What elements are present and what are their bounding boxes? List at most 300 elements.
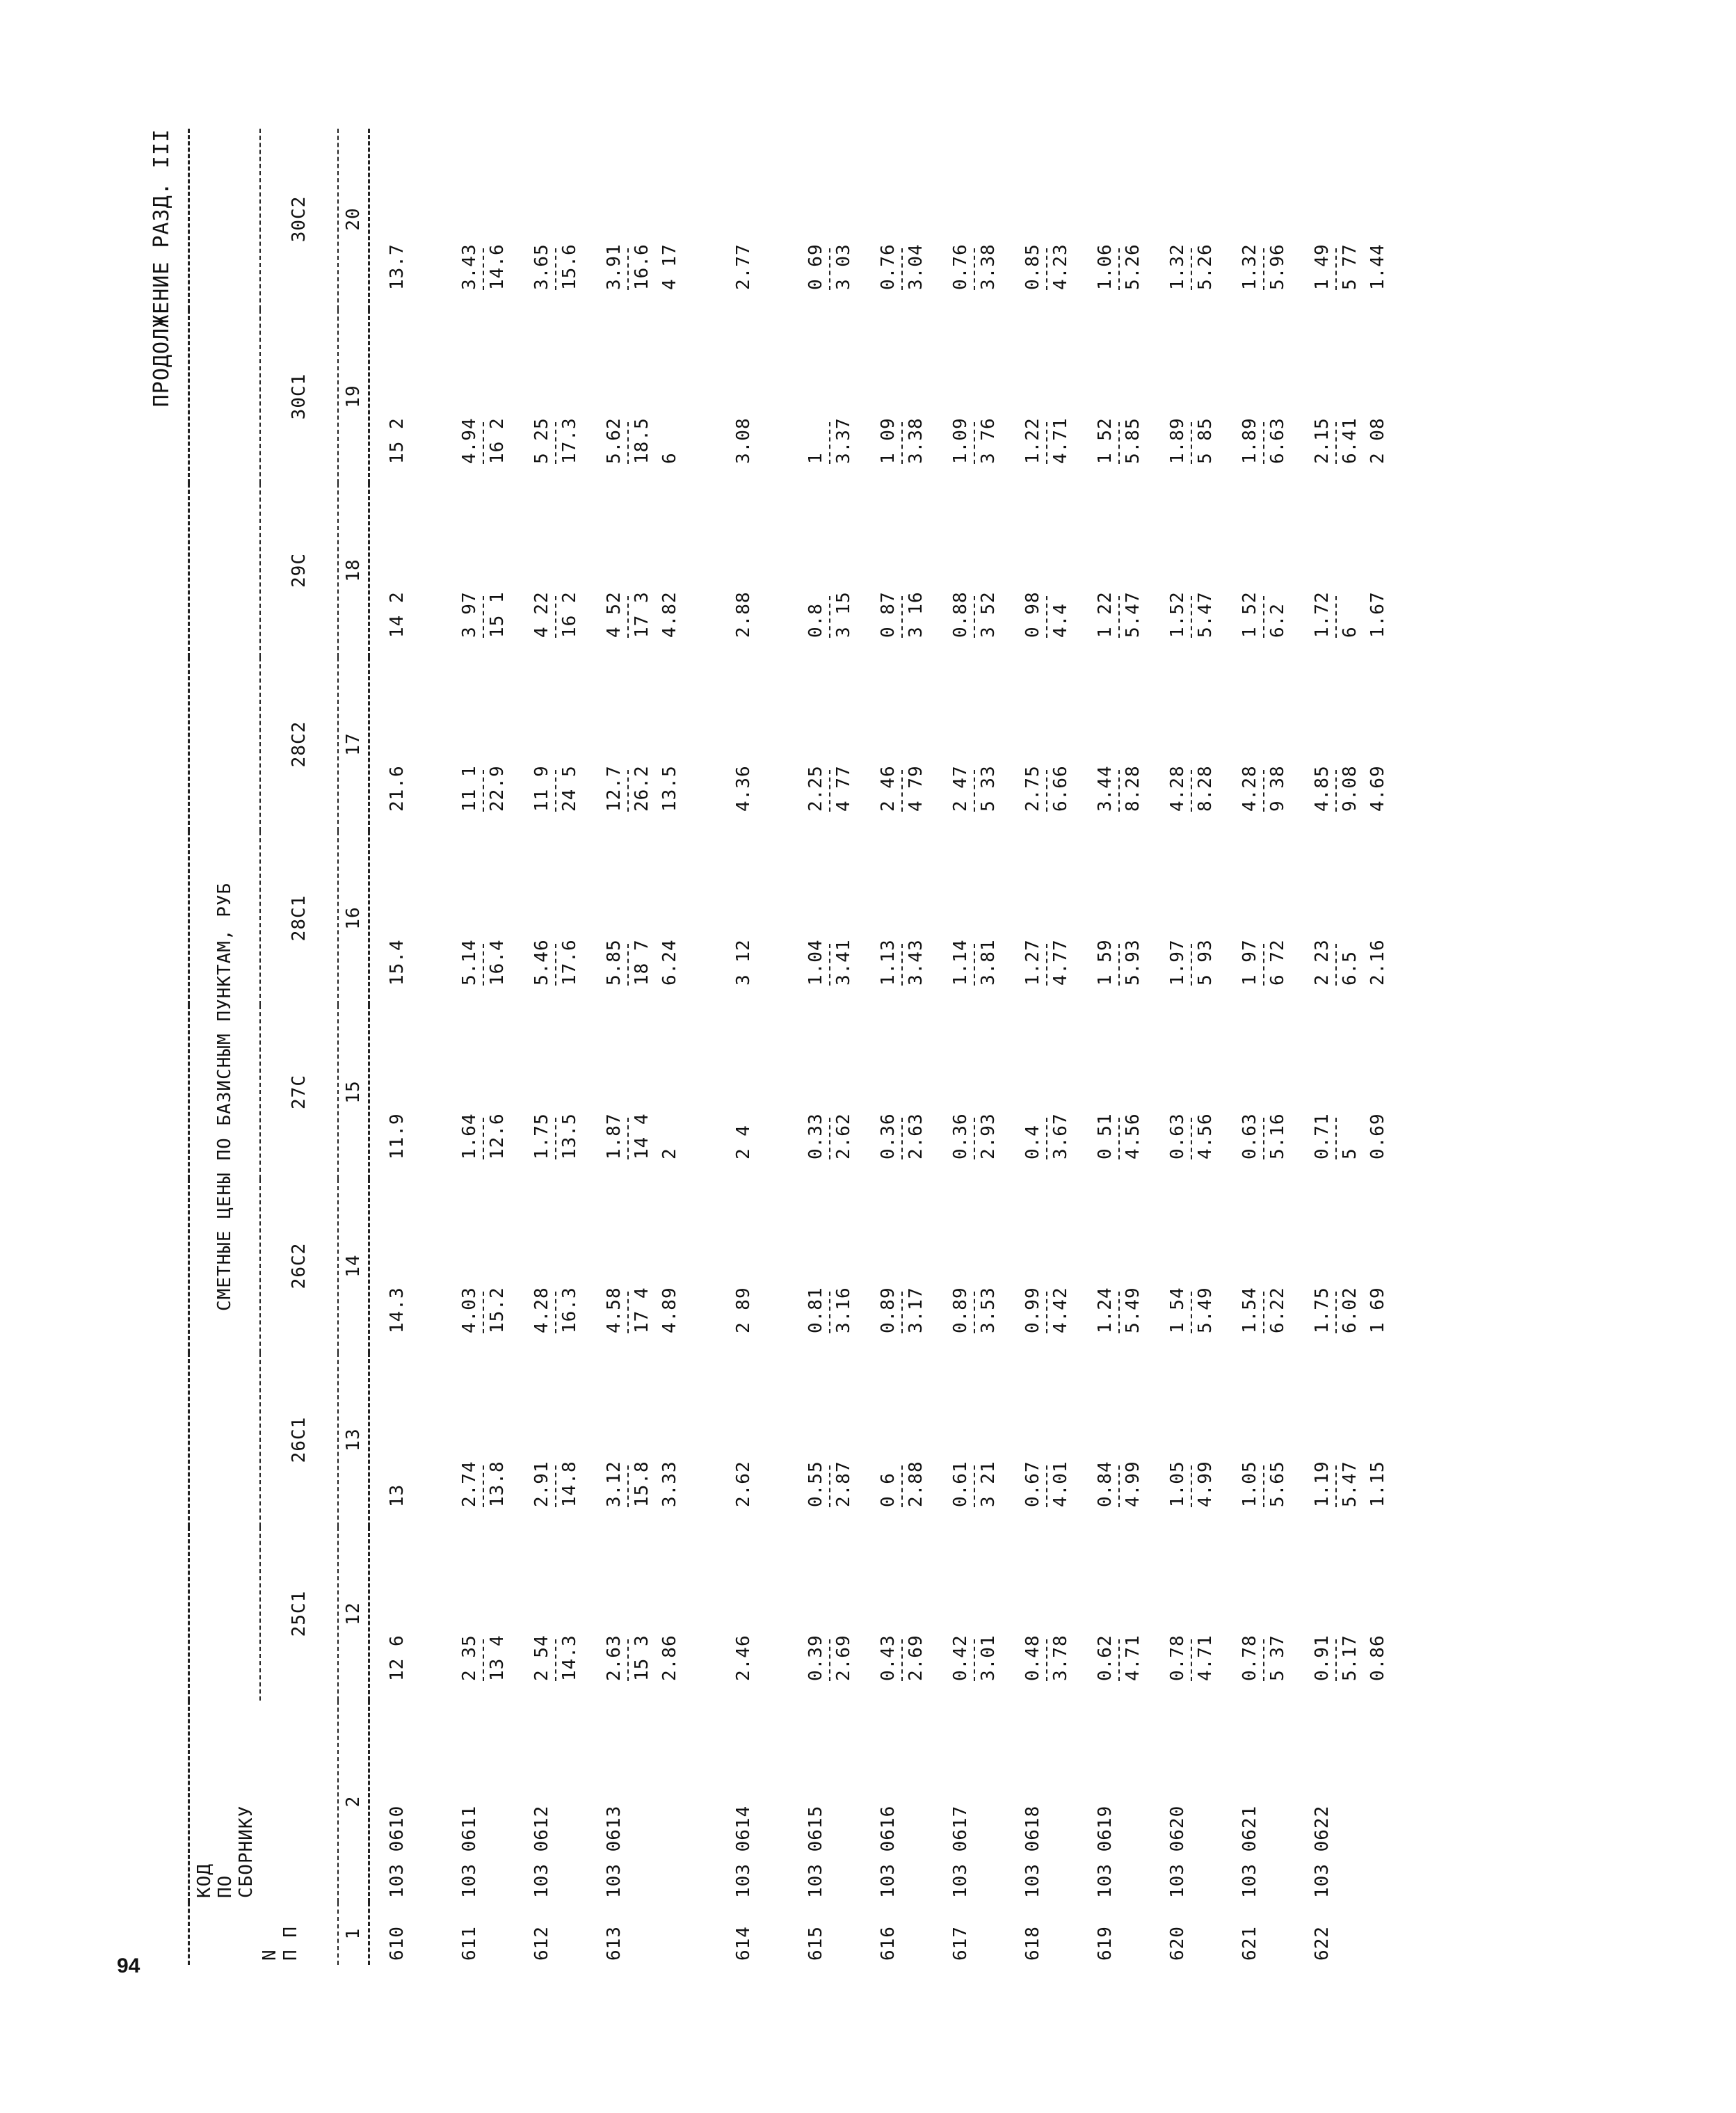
price-value: 1.04 (805, 939, 826, 986)
fraction-divider (1118, 944, 1120, 986)
price-value: 0.99 (1022, 1287, 1043, 1333)
table-row (1006, 129, 1078, 1965)
price-value: 3.43 (459, 243, 480, 290)
price-value: 15 2 (387, 417, 408, 464)
price-value: 0.63 (1239, 1113, 1260, 1159)
price-cell (933, 657, 1006, 831)
price-value-lower: 17 3 (632, 591, 652, 638)
price-value-lower: 4.56 (1123, 1113, 1143, 1159)
row-number: 619 (1095, 1926, 1116, 1961)
price-value-lower: 2.63 (906, 1113, 926, 1159)
fraction-divider (1118, 1292, 1120, 1333)
price-value: 14 2 (387, 591, 408, 638)
fraction-divider (829, 1465, 830, 1507)
price-value: 0.81 (805, 1287, 826, 1333)
price-value: 2.16 (1367, 939, 1388, 986)
price-value-lower: 17.6 (559, 939, 580, 986)
price-value: 1.06 (1095, 243, 1116, 290)
continuation-heading: ПРОДОЛЖЕНИЕ РАЗД. III (150, 129, 174, 408)
fraction-divider (1191, 422, 1192, 464)
row-code: 103 0615 (805, 1805, 826, 1898)
price-cell (369, 1353, 443, 1527)
price-value: 2.46 (733, 1634, 754, 1681)
price-cell (442, 310, 515, 483)
price-cell (716, 1527, 789, 1701)
price-value: 0.63 (1167, 1113, 1188, 1159)
fraction-divider (555, 1118, 556, 1159)
column-number: 17 (338, 657, 369, 831)
fraction-divider (555, 596, 556, 638)
price-cell (369, 831, 443, 1005)
fraction-divider (1191, 1639, 1192, 1681)
price-cell (933, 1005, 1006, 1179)
column-header: 30С2 (260, 129, 338, 310)
fraction-divider (627, 596, 629, 638)
price-value: 1 59 (1095, 939, 1116, 986)
price-value: 0 69 (805, 243, 826, 290)
price-value: 1.75 (531, 1113, 552, 1159)
price-value: 1.05 (1239, 1461, 1260, 1507)
price-value-lower: 2.87 (833, 1461, 854, 1507)
fraction-divider (1335, 944, 1337, 986)
price-value-lower: 3.78 (1050, 1634, 1071, 1681)
fraction-divider (483, 944, 484, 986)
row-code: 103 0616 (878, 1805, 899, 1898)
fraction-divider (483, 1118, 484, 1159)
fraction-divider (901, 596, 903, 638)
fraction-divider (1335, 248, 1337, 290)
fraction-divider (555, 944, 556, 986)
row-code: 103 0612 (531, 1805, 552, 1898)
price-cell (1150, 483, 1223, 657)
price-value: 1.89 (1167, 417, 1188, 464)
fraction-divider (1191, 1465, 1192, 1507)
price-value: 5.85 (604, 939, 625, 986)
fraction-divider (483, 596, 484, 638)
price-value-lower: 4.77 (1050, 939, 1071, 986)
column-header: 28С1 (260, 831, 338, 1005)
price-value-lower: 5 (1340, 1148, 1360, 1159)
price-cell (1006, 483, 1078, 657)
price-value-lower: 2.93 (978, 1113, 999, 1159)
fraction-divider (974, 596, 975, 638)
price-cell (933, 1527, 1006, 1701)
fraction-divider (829, 1292, 830, 1333)
price-value-lower: 13 4 (487, 1634, 508, 1681)
price-value: 3.33 (659, 1461, 680, 1507)
fraction-divider (1046, 422, 1047, 464)
price-cell (1367, 310, 1409, 483)
price-value: 0.67 (1022, 1461, 1043, 1507)
price-value: 5.14 (459, 939, 480, 986)
row-number: 621 (1239, 1926, 1260, 1961)
price-value: 1.09 (950, 417, 971, 464)
price-value-lower: 16 2 (487, 417, 508, 464)
price-value: 4.28 (1239, 765, 1260, 812)
price-cell (1150, 1527, 1223, 1701)
price-cell (861, 1005, 933, 1179)
price-cell (716, 657, 789, 831)
price-cell (659, 657, 701, 831)
price-value-lower: 13.8 (487, 1461, 508, 1507)
price-cell (1367, 1527, 1409, 1701)
price-value: 1.54 (1239, 1287, 1260, 1333)
price-cell (789, 1179, 861, 1353)
price-cell (369, 129, 443, 310)
price-value-lower: 5 93 (1195, 939, 1216, 986)
row-gap (701, 129, 716, 1965)
price-value: 0.76 (950, 243, 971, 290)
price-cell (1295, 657, 1367, 831)
price-value: 1.67 (1367, 591, 1388, 638)
price-cell (659, 129, 701, 310)
page-number: 94 (117, 1954, 140, 1977)
price-value: 0 51 (1095, 1113, 1116, 1159)
price-value-lower: 6.63 (1267, 417, 1288, 464)
fraction-divider (829, 770, 830, 812)
fraction-divider (555, 1292, 556, 1333)
price-value-lower: 4.71 (1050, 417, 1071, 464)
header-code-label: КОД (194, 1863, 215, 1898)
price-value-lower: 14.6 (487, 243, 508, 290)
price-value-lower: 6.5 (1340, 951, 1360, 986)
fraction-divider (555, 422, 556, 464)
fraction-divider (901, 1639, 903, 1681)
fraction-divider (901, 1465, 903, 1507)
price-value: 2 4 (733, 1125, 754, 1159)
price-value: 2.25 (805, 765, 826, 812)
fraction-divider (627, 770, 629, 812)
price-value-lower: 5.65 (1267, 1461, 1288, 1507)
fraction-divider (901, 422, 903, 464)
row-number: 617 (950, 1926, 971, 1961)
price-cell (587, 483, 659, 657)
fraction-divider (1335, 596, 1337, 638)
fraction-divider (555, 1639, 556, 1681)
fraction-divider (483, 248, 484, 290)
price-value: 0.62 (1095, 1634, 1116, 1681)
fraction-divider (901, 1292, 903, 1333)
price-value: 0.85 (1022, 243, 1043, 290)
header-group-title: СМЕТНЫЕ ЦЕНЫ ПО БАЗИСНЫМ ПУНКТАМ, РУБ (189, 129, 261, 1701)
price-cell (1367, 129, 1409, 310)
price-value-lower: 5.26 (1123, 243, 1143, 290)
price-value-lower: 4 77 (833, 765, 854, 812)
price-value: 0.76 (878, 243, 899, 290)
price-value: 13.7 (387, 243, 408, 290)
price-value: 2.86 (659, 1634, 680, 1681)
price-value: 4 17 (659, 243, 680, 290)
fraction-divider (829, 1118, 830, 1159)
price-cell (587, 310, 659, 483)
price-cell (1223, 831, 1295, 1005)
price-value-lower: 4 79 (906, 765, 926, 812)
price-value: 2.63 (604, 1634, 625, 1681)
price-cell (659, 1353, 701, 1527)
price-cell (861, 831, 933, 1005)
price-value-lower: 4.99 (1195, 1461, 1216, 1507)
price-cell (1295, 831, 1367, 1005)
price-cell (1078, 831, 1150, 1005)
column-number: 1 (338, 1902, 369, 1965)
price-cell (1150, 129, 1223, 310)
price-value: 3.91 (604, 243, 625, 290)
price-cell (1223, 657, 1295, 831)
price-cell (1367, 831, 1409, 1005)
fraction-divider (974, 770, 975, 812)
fraction-divider (1335, 1639, 1337, 1681)
price-value: 1.24 (1095, 1287, 1116, 1333)
fraction-divider (1335, 1292, 1337, 1333)
price-value-lower: 3.38 (978, 243, 999, 290)
price-value-lower: 15 1 (487, 591, 508, 638)
price-value-lower: 5.16 (1267, 1113, 1288, 1159)
price-cell (1078, 1353, 1150, 1527)
fraction-divider (1335, 422, 1337, 464)
price-value: 3.08 (733, 417, 754, 464)
price-value: 11.9 (387, 1113, 408, 1159)
price-cell (515, 1005, 587, 1179)
price-cell (716, 1353, 789, 1527)
fraction-divider (1335, 1118, 1337, 1159)
price-cell (1006, 1005, 1078, 1179)
price-cell (716, 1005, 789, 1179)
price-value: 0.78 (1239, 1634, 1260, 1681)
price-value: 1 54 (1167, 1287, 1188, 1333)
price-value: 0.89 (950, 1287, 971, 1333)
price-value-lower: 5.96 (1267, 243, 1288, 290)
row-number: 620 (1167, 1926, 1188, 1961)
price-cell (515, 657, 587, 831)
price-value: 1 52 (1095, 417, 1116, 464)
price-value: 0 98 (1022, 591, 1043, 638)
price-value-lower: 15 3 (632, 1634, 652, 1681)
price-cell (789, 1005, 861, 1179)
price-value: 15.4 (387, 939, 408, 986)
price-value-lower: 5.47 (1123, 591, 1143, 638)
price-value: 0.36 (950, 1113, 971, 1159)
price-cell (659, 483, 701, 657)
fraction-divider (1191, 944, 1192, 986)
price-value: 2 89 (733, 1287, 754, 1333)
price-cell (1150, 310, 1223, 483)
price-value: 4 22 (531, 591, 552, 638)
price-value: 1.75 (1312, 1287, 1333, 1333)
fraction-divider (555, 1465, 556, 1507)
table-row (1367, 129, 1409, 1965)
price-cell (861, 483, 933, 657)
price-value: 4.85 (1312, 765, 1333, 812)
price-value: 3.65 (531, 243, 552, 290)
price-value: 0.78 (1167, 1634, 1188, 1681)
price-value: 0.91 (1312, 1634, 1333, 1681)
price-value-lower: 6.66 (1050, 765, 1071, 812)
price-value: 2 54 (531, 1634, 552, 1681)
price-cell (1223, 129, 1295, 310)
price-cell (515, 1527, 587, 1701)
price-cell (587, 1179, 659, 1353)
price-cell (789, 1527, 861, 1701)
price-value-lower: 15.8 (632, 1461, 652, 1507)
price-value-lower: 5.17 (1340, 1634, 1360, 1681)
price-value: 3.12 (604, 1461, 625, 1507)
price-cell (789, 1353, 861, 1527)
price-cell (442, 129, 515, 310)
table-row (1150, 129, 1223, 1965)
fraction-divider (1118, 1118, 1120, 1159)
fraction-divider (1263, 1465, 1264, 1507)
price-cell (587, 1353, 659, 1527)
table-row (1223, 129, 1295, 1965)
price-value-lower: 5 85 (1195, 417, 1216, 464)
price-value: 1 97 (1239, 939, 1260, 986)
fraction-divider (1118, 422, 1120, 464)
price-value-lower: 5.49 (1123, 1287, 1143, 1333)
price-value: 2.74 (459, 1461, 480, 1507)
fraction-divider (1118, 248, 1120, 290)
rotated-table-frame (150, 129, 1388, 1965)
price-cell (933, 831, 1006, 1005)
price-value-lower: 3.17 (906, 1287, 926, 1333)
price-value: 2 (659, 1148, 680, 1159)
fraction-divider (829, 1639, 830, 1681)
fraction-divider (1118, 770, 1120, 812)
price-value: 0 6 (878, 1472, 899, 1507)
price-value: 0.88 (950, 591, 971, 638)
price-value-lower: 16.4 (487, 939, 508, 986)
price-value-lower: 3.01 (978, 1634, 999, 1681)
price-value-lower: 6.41 (1340, 417, 1360, 464)
fraction-divider (483, 1292, 484, 1333)
price-value: 2 35 (459, 1634, 480, 1681)
price-value-lower: 3 16 (906, 591, 926, 638)
price-value: 2.91 (531, 1461, 552, 1507)
price-cell (442, 1179, 515, 1353)
price-value: 2.88 (733, 591, 754, 638)
price-cell (1223, 483, 1295, 657)
price-value-lower: 6.2 (1267, 603, 1288, 638)
price-value: 0.71 (1312, 1113, 1333, 1159)
price-cell (716, 310, 789, 483)
price-value: 0.55 (805, 1461, 826, 1507)
row-number: 614 (733, 1926, 754, 1961)
price-value: 0.42 (950, 1634, 971, 1681)
price-cell (515, 310, 587, 483)
column-header: 25С1 (260, 1527, 338, 1701)
price-value: 2.62 (733, 1461, 754, 1507)
fraction-divider (1335, 770, 1337, 812)
price-cell (716, 129, 789, 310)
price-value: 1.64 (459, 1113, 480, 1159)
price-cell (933, 1353, 1006, 1527)
price-cell (1006, 1353, 1078, 1527)
price-value: 0.61 (950, 1461, 971, 1507)
table-row (1295, 129, 1367, 1965)
fraction-divider (627, 1639, 629, 1681)
fraction-divider (1118, 596, 1120, 638)
price-value-lower: 8.28 (1195, 765, 1216, 812)
price-value: 2 47 (950, 765, 971, 812)
row-code: 103 0613 (604, 1805, 625, 1898)
price-value-lower: 5 77 (1340, 243, 1360, 290)
price-value: 0.48 (1022, 1634, 1043, 1681)
price-value: 1.97 (1167, 939, 1188, 986)
price-value: 4.69 (1367, 765, 1388, 812)
fraction-divider (829, 596, 830, 638)
price-cell (515, 129, 587, 310)
fraction-divider (1263, 422, 1264, 464)
column-number: 13 (338, 1353, 369, 1527)
price-value: 3.44 (1095, 765, 1116, 812)
price-cell (1223, 1005, 1295, 1179)
table-row (861, 129, 933, 1965)
price-value-lower: 16 2 (559, 591, 580, 638)
price-value: 5 25 (531, 417, 552, 464)
row-number: 616 (878, 1926, 899, 1961)
fraction-divider (974, 944, 975, 986)
row-number: 615 (805, 1926, 826, 1961)
header-pp-label: П П (280, 1926, 301, 1961)
price-value: 1 22 (1095, 591, 1116, 638)
fraction-divider (974, 1465, 975, 1507)
price-cell (1150, 1179, 1223, 1353)
column-number-row (338, 129, 369, 1965)
price-cell (1295, 310, 1367, 483)
price-value: 4.94 (459, 417, 480, 464)
price-value: 1.52 (1167, 591, 1188, 638)
price-cell (933, 483, 1006, 657)
row-code: 103 0611 (459, 1805, 480, 1898)
price-value: 1.19 (1312, 1461, 1333, 1507)
price-cell (659, 1527, 701, 1701)
row-code: 103 0620 (1167, 1805, 1188, 1898)
price-cell (587, 831, 659, 1005)
price-cell (1223, 1179, 1295, 1353)
price-cell (1223, 310, 1295, 483)
price-cell (1006, 831, 1078, 1005)
price-value: 2 23 (1312, 939, 1333, 986)
price-cell (442, 657, 515, 831)
price-cell (789, 483, 861, 657)
price-cell (861, 310, 933, 483)
price-cell (861, 657, 933, 831)
price-value-lower: 2.88 (906, 1461, 926, 1507)
price-cell (1078, 1005, 1150, 1179)
price-value: 1.87 (604, 1113, 625, 1159)
price-value-lower: 3 15 (833, 591, 854, 638)
price-cell (1078, 1179, 1150, 1353)
price-value: 0.4 (1022, 1125, 1043, 1159)
price-value-lower: 3.38 (906, 417, 926, 464)
row-number: 613 (604, 1926, 625, 1961)
fraction-divider (627, 248, 629, 290)
fraction-divider (1263, 248, 1264, 290)
price-value: 2 08 (1367, 417, 1388, 464)
price-cell (1295, 1179, 1367, 1353)
price-value: 1 49 (1312, 243, 1333, 290)
column-number: 16 (338, 831, 369, 1005)
row-number: 622 (1312, 1926, 1333, 1961)
price-cell (789, 310, 861, 483)
price-cell (1006, 129, 1078, 310)
price-cell (369, 483, 443, 657)
fraction-divider (1335, 1465, 1337, 1507)
price-value: 0.8 (805, 603, 826, 638)
fraction-divider (829, 422, 830, 464)
price-value-lower: 9 38 (1267, 765, 1288, 812)
price-value: 21.6 (387, 765, 408, 812)
table-row (789, 129, 861, 1965)
